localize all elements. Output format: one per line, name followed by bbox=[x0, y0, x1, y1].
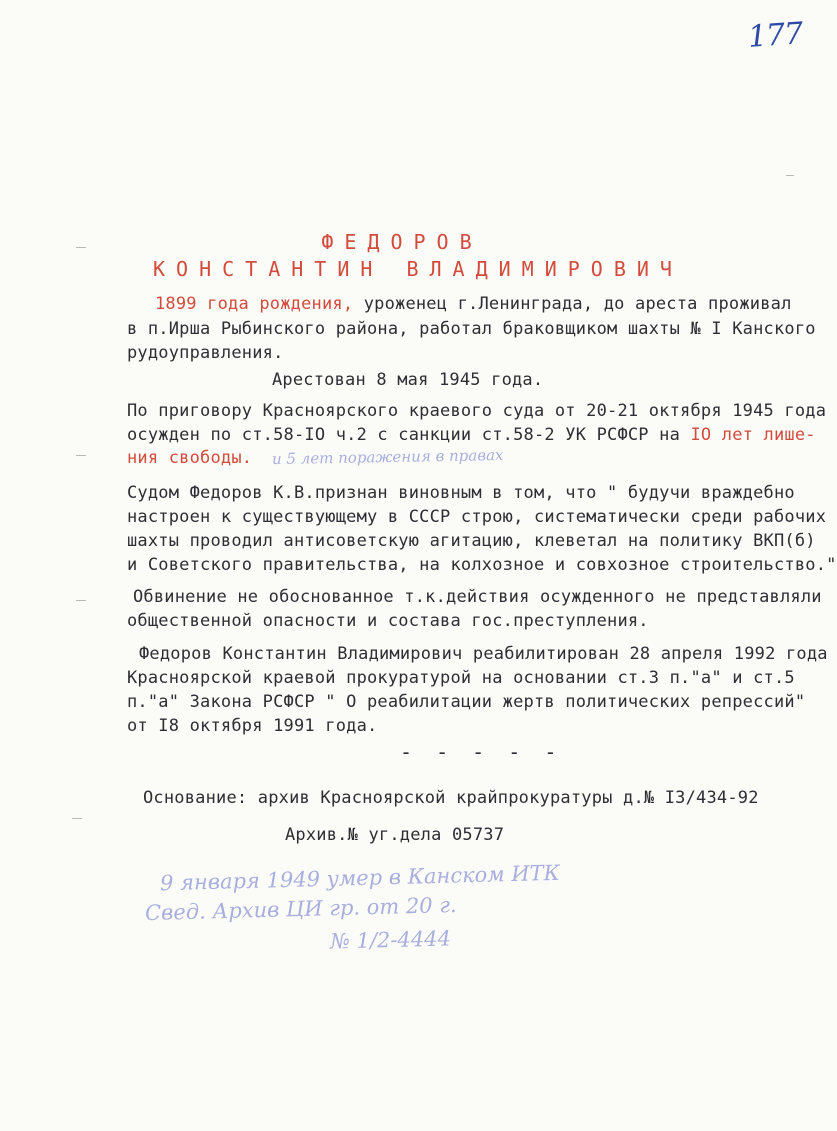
archive-basis: Основание: архив Красноярской крайпрокуратуры д.№ I3/434-92 bbox=[143, 788, 759, 808]
handwritten-footer-line-1: 9 января 1949 умер в Канском ИТК bbox=[159, 860, 561, 896]
sentence-line-2 bbox=[127, 424, 816, 447]
archive-case-number: Архив.№ уг.дела 05737 bbox=[285, 825, 505, 845]
assessment-line-2: общественной опасности и состава гос.преступления. bbox=[127, 611, 649, 631]
margin-mark bbox=[72, 818, 82, 819]
rehabilitation-line-4: от I8 октября 1991 года. bbox=[127, 716, 378, 736]
sentence-article: осужден по ст.58-IO ч.2 с санкции ст.58-2 УК РСФСР на bbox=[127, 425, 691, 445]
sentence-line-1: По приговору Красноярского краевого суда от 20-21 октября 1945 года bbox=[127, 401, 827, 421]
bio-line-2: в п.Ирша Рыбинского района, работал браковщиком шахты № I Канского bbox=[127, 319, 816, 339]
handwritten-footer-line-2: Свед. Архив ЦИ гр. от 20 г. bbox=[144, 892, 457, 926]
rehabilitation-line-2: Красноярской краевой прокуратурой на основании ст.3 п."а" и ст.5 bbox=[127, 668, 795, 688]
sentence-term-end: ния свободы. bbox=[127, 448, 253, 468]
bio-line-3: рудоуправления. bbox=[127, 343, 284, 363]
rehabilitation-line-1: Федоров Константин Владимирович реабилитирован 28 апреля 1992 года bbox=[139, 644, 828, 664]
surname-heading: ФЕДОРОВ bbox=[321, 230, 483, 254]
birthplace-text: уроженец г.Ленинграда, до ареста проживал bbox=[353, 294, 792, 314]
assessment-line-1: Обвинение не обоснованное т.к.действия осужденного не представляли bbox=[133, 587, 822, 607]
sentence-term: IO лет лише- bbox=[690, 425, 816, 445]
handwritten-footer-line-3: № 1/2-4444 bbox=[329, 926, 452, 954]
verdict-line-1: Судом Федоров К.В.признан виновным в том, что " будучи враждебно bbox=[127, 483, 795, 503]
margin-mark bbox=[76, 455, 86, 456]
verdict-line-4: и Советского правительства, на колхозное и совхозное строительство." bbox=[127, 555, 837, 575]
separator-dashes: - - - - - bbox=[400, 740, 563, 764]
margin-mark bbox=[76, 600, 86, 601]
bio-line-1 bbox=[155, 293, 792, 316]
verdict-line-3: шахты проводил антисоветскую агитацию, клеветал на политику ВКП(б) bbox=[127, 531, 816, 551]
birth-year: 1899 года рождения, bbox=[155, 294, 354, 314]
given-names-heading: КОНСТАНТИН ВЛАДИМИРОВИЧ bbox=[153, 257, 683, 281]
handwritten-sentence-note: и 5 лет поражения в правах bbox=[271, 445, 504, 469]
verdict-line-2: настроен к существующему в СССР строю, систематически среди рабочих bbox=[127, 507, 827, 527]
rehabilitation-line-3: п."а" Закона РСФСР " О реабилитации жертв политических репрессий" bbox=[127, 692, 806, 712]
page-number: 177 bbox=[746, 16, 804, 55]
arrest-date: Арестован 8 мая 1945 года. bbox=[272, 370, 544, 390]
margin-mark bbox=[786, 175, 794, 176]
